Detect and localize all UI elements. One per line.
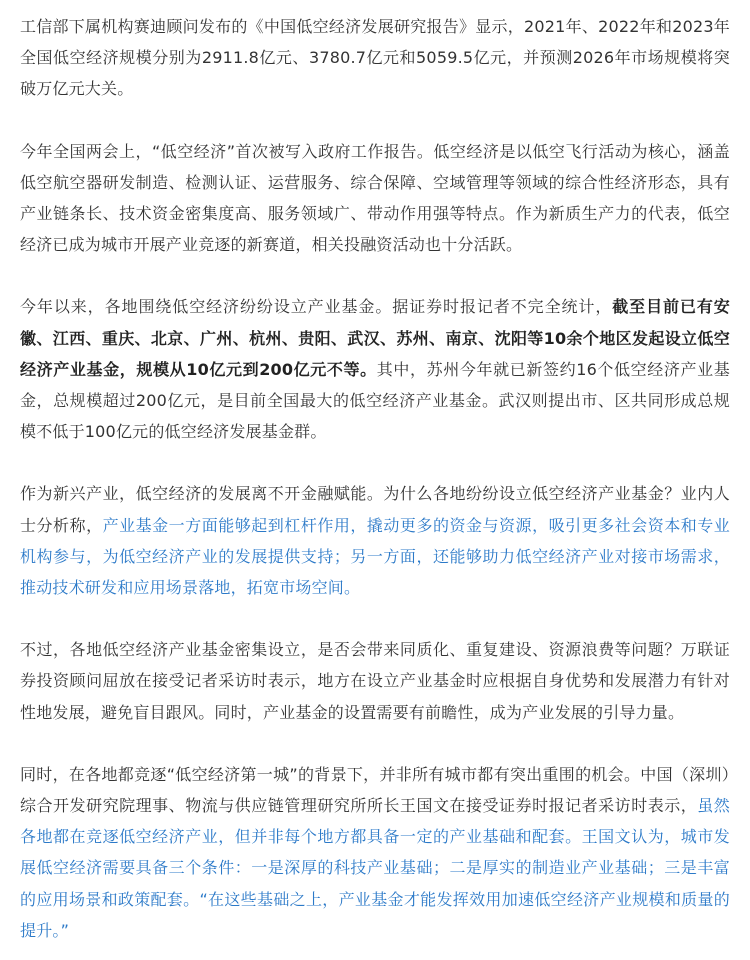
blue-highlight-text: 虽然各地都在竞逐低空经济产业，但并非每个地方都具备一定的产业基础和配套。王国文认为，城市发展低空经济需要具备三个条件：一是深厚的科技产业基础；二是厚实的制造业产业基础；三是丰富的应用场景和政策配套。“在这些基础之上，产业基金才能发挥效用加速低空经济产业规模和质量的提升。” [20,796,731,940]
paragraph-text: 不过，各地低空经济产业基金密集设立，是否会带来同质化、重复建设、资源浪费等问题？万联证券投资顾问屈放在接受记者采访时表示，地方在设立产业基金时应根据自身优势和发展潜力有针对性地发展，避免盲目跟风。同时，产业基金的设置需要有前瞻性，成为产业发展的引导力量。 [20,640,730,722]
paragraph-text: 工信部下属机构赛迪顾问发布的《中国低空经济发展研究报告》显示，2021年、2022年和2023年全国低空经济规模分别为2911.8亿元、3780.7亿元和5059.5亿元，并预测2026年市场规模将突破万亿元大关。 [20,17,730,99]
paragraph-industry-funds [20,291,730,447]
bold-highlight-text: 截至目前已有安徽、江西、重庆、北京、广州、杭州、贵阳、武汉、苏州、南京、沈阳等10余个地区发起设立低空经济产业基金，规模从10亿元到200亿元不等。 [20,297,730,379]
paragraph-homogenization-risk [20,634,730,728]
paragraph-lead-text: 今年以来，各地围绕低空经济纷纷设立产业基金。据证券时报记者不完全统计， [20,297,613,317]
paragraph-tail-text: 其中，苏州今年就已新签约16个低空经济产业基金，总规模超过200亿元，是目前全国最大的低空经济产业基金。武汉则提出市、区共同形成总规模不低于100亿元的低空经济发展基金群。 [20,359,730,442]
blue-highlight-text: 产业基金一方面能够起到杠杆作用，撬动更多的资金与资源，吸引更多社会资本和专业机构参与，为低空经济产业的发展提供支持；另一方面，还能够助力低空经济产业对接市场需求，推动技术研发和应用场景落地，拓宽市场空间。 [20,515,730,598]
paragraph-text: 今年全国两会上，“低空经济”首次被写入政府工作报告。低空经济是以低空飞行活动为核心，涵盖低空航空器研发制造、检测认证、运营服务、综合保障、空域管理等领域的综合性经济形态，具有产业链条长、技术资金密集度高、服务领域广、带动作用强等特点。作为新质生产力的代表，低空经济已成为城市开展产业竞逐的新赛道，相关投融资活动也十分活跃。 [20,141,730,255]
paragraph-city-competition [20,759,730,946]
paragraph-lead-text: 作为新兴产业，低空经济的发展离不开金融赋能。为什么各地纷纷设立低空经济产业基金？业内人士分析称， [20,484,730,535]
paragraph-government-report [20,136,730,261]
paragraph-financial-empowerment [20,478,730,603]
paragraph-lead-text: 同时，在各地都竞逐“低空经济第一城”的背景下，并非所有城市都有突出重围的机会。中国（深圳）综合开发研究院理事、物流与供应链管理研究所所长王国文在接受证券时报记者采访时表示， [20,764,730,816]
paragraph-market-size [20,11,730,105]
